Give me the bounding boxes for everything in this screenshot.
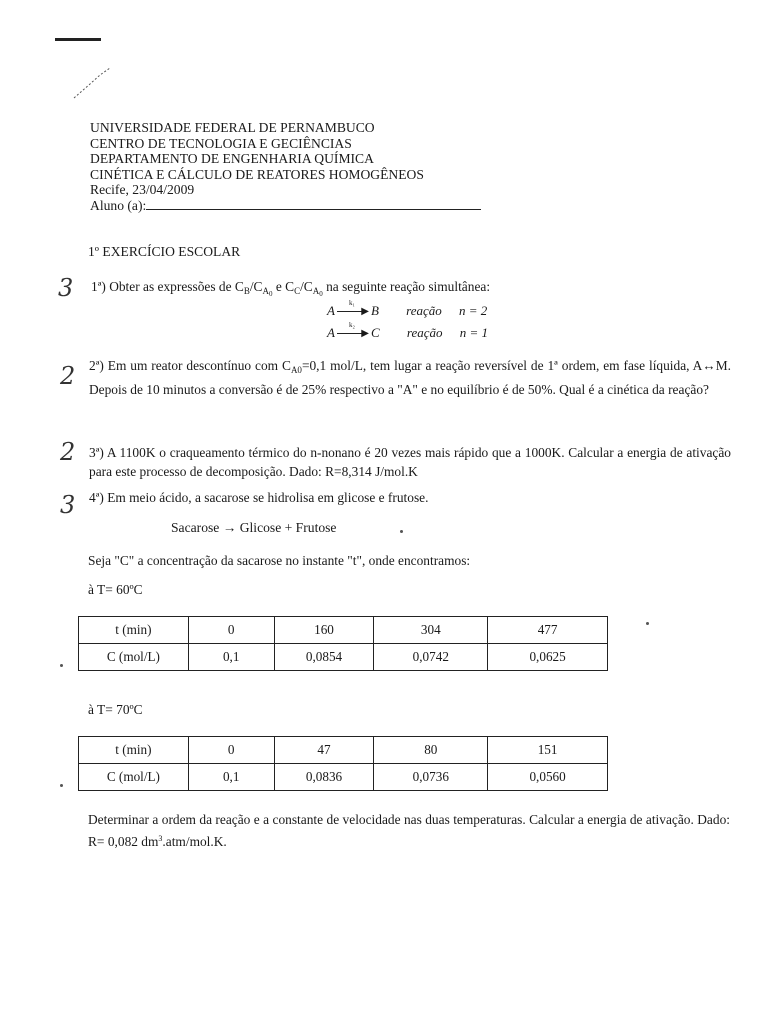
table-cell: 0,1 xyxy=(188,764,274,791)
question-1: 1ª) Obter as expressões de $C_B/C_{A0}$ e $C_C/C_{A0}$ na seguinte reação simultânea: xyxy=(91,279,491,298)
pen-mark xyxy=(55,38,101,41)
concentration-statement: Seja "C" a concentração da sacarose no instante "t", onde encontramos: xyxy=(88,553,471,568)
speck xyxy=(400,530,403,533)
question-2: 2ª) Em um reator descontínuo com $C_{A0}=0,1$ mol/L, tem lugar a reação reversível de 1ª ordem, em fase líquida, A↔M. Depois de 10 minutos a conversão é de 25% respectivo a "A" e no equilíbrio é de 50%. Qual é a cinética da reação? xyxy=(89,358,731,397)
student-name-row xyxy=(90,198,481,214)
table-cell: 0 xyxy=(188,737,274,764)
handwritten-score-q4: 3 xyxy=(60,491,76,519)
student-name-label: Aluno (a): xyxy=(90,197,147,213)
reaction-arrow-icon: k₂ ▶ xyxy=(337,327,369,337)
handwritten-score-q3: 2 xyxy=(60,438,76,466)
table-cell: 0,0736 xyxy=(374,764,488,791)
speck xyxy=(646,622,649,625)
table-cell: 0,0560 xyxy=(488,764,608,791)
table-60c xyxy=(78,616,608,671)
table-cell: 0,0742 xyxy=(374,644,488,671)
row-label-c: C (mol/L) xyxy=(79,764,189,791)
exam-header xyxy=(90,120,481,214)
row-label-c: C (mol/L) xyxy=(79,644,189,671)
table-row xyxy=(79,737,608,764)
table-row xyxy=(79,644,608,671)
handwritten-score-q1: 3 xyxy=(58,274,74,302)
question-4-instructions: Determinar a ordem da reação e a constante de velocidade nas duas temperaturas. Calcular a energia de ativação. Dado: R= 0,082 $dm^3.atm/mol.K$. xyxy=(88,812,730,849)
table-cell: 151 xyxy=(488,737,608,764)
table-cell: 477 xyxy=(488,617,608,644)
table-cell: 160 xyxy=(274,617,374,644)
question-4: 4ª) Em meio ácido, a sacarose se hidrolisa em glicose e frutose. xyxy=(89,490,429,505)
table-row xyxy=(79,617,608,644)
handwritten-score-q2: 2 xyxy=(60,362,76,390)
temperature-60-label: à T= 60ºC xyxy=(88,582,143,597)
table-cell: 0 xyxy=(188,617,274,644)
table-70c xyxy=(78,736,608,791)
hydrolysis-equation: Sacarose → Glicose + Frutose xyxy=(171,520,337,535)
row-label-t: t (min) xyxy=(79,617,189,644)
reaction-arrow-icon: k₁ ▶ xyxy=(337,305,369,315)
table-cell: 0,0625 xyxy=(488,644,608,671)
student-name-blank xyxy=(146,198,481,210)
table-cell: 304 xyxy=(374,617,488,644)
header-university: UNIVERSIDADE FEDERAL DE PERNAMBUCO xyxy=(90,120,375,135)
exam-title: 1º EXERCÍCIO ESCOLAR xyxy=(88,244,241,259)
table-cell: 80 xyxy=(374,737,488,764)
speck xyxy=(60,784,63,787)
speck xyxy=(60,664,63,667)
reaction-1: A k₁ ▶ B reação n = 2 xyxy=(327,299,488,318)
header-department: DEPARTAMENTO DE ENGENHARIA QUÍMICA xyxy=(90,151,374,167)
table-cell: 0,0836 xyxy=(274,764,374,791)
header-center: CENTRO DE TECNOLOGIA E GECIÊNCIAS xyxy=(90,135,352,151)
table-cell: 0,1 xyxy=(188,644,274,671)
header-course: CINÉTICA E CÁLCULO DE REATORES HOMOGÊNEOS xyxy=(90,166,424,182)
header-date: Recife, 23/04/2009 xyxy=(90,182,195,198)
temperature-70-label: à T= 70ºC xyxy=(88,702,143,717)
question-3: 3ª) A 1100K o craqueamento térmico do n-nonano é 20 vezes mais rápido que a 1000K. Calcular a energia de ativação para este processo de decomposição. Dado: R=8,314 J/mol.K xyxy=(89,445,731,479)
table-row xyxy=(79,764,608,791)
table-cell: 47 xyxy=(274,737,374,764)
row-label-t: t (min) xyxy=(79,737,189,764)
table-cell: 0,0854 xyxy=(274,644,374,671)
pen-scribble xyxy=(72,66,112,102)
reaction-2: A k₂ ▶ C reação n = 1 xyxy=(327,321,489,340)
